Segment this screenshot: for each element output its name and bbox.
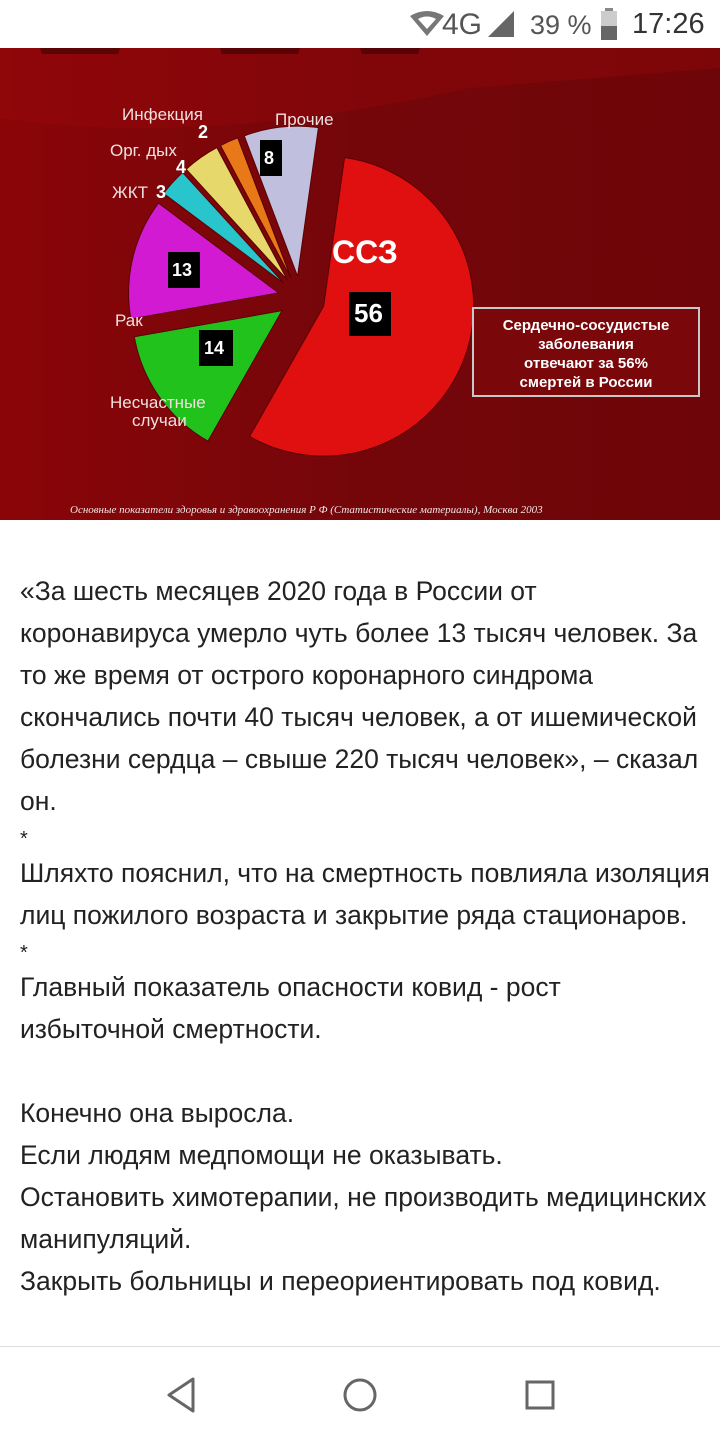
network-type: 4G	[442, 8, 483, 41]
article-paragraph: Остановить химотерапии, не производить медицинских манипуляций.	[20, 1182, 707, 1254]
back-triangle-icon[interactable]	[159, 1373, 203, 1417]
value-cvd: 56	[354, 298, 383, 328]
battery-percent: 39 %	[530, 10, 592, 40]
label-resp-value: 4	[176, 157, 187, 177]
cell-signal-icon	[486, 10, 516, 38]
callout-line-3: отвечают за 56%	[524, 355, 648, 372]
value-accidents: 14	[204, 338, 225, 358]
label-cancer: Рак	[115, 311, 143, 330]
clock: 17:26	[632, 8, 705, 40]
separator-asterisk: *	[20, 828, 28, 850]
home-circle-icon[interactable]	[338, 1373, 382, 1417]
article-paragraph: Шляхто пояснил, что на смертность повлияла изоляция лиц пожилого возраста и закрытие ряда стационаров.	[20, 858, 710, 930]
article-body	[20, 570, 710, 1302]
navigation-bar	[0, 1346, 720, 1441]
article-paragraph: Конечно она выросла.	[20, 1098, 295, 1128]
value-cancer: 13	[172, 260, 193, 280]
label-accidents-2: случаи	[132, 411, 187, 430]
label-gi-value: 3	[156, 182, 167, 202]
source-caption: Основные показатели здоровья и здравоохранения Р Ф (Статистические материалы), Москва 2003	[70, 504, 543, 516]
label-infection-value: 2	[198, 122, 209, 142]
separator-asterisk: *	[20, 942, 28, 964]
label-accidents-1: Несчастные	[110, 393, 206, 412]
callout-line-4: смертей в России	[519, 374, 653, 391]
battery-icon	[600, 8, 618, 40]
wifi-signal-icon	[408, 10, 446, 38]
callout-line-1: Сердечно-сосудистые	[502, 317, 670, 334]
label-cvd: ССЗ	[332, 234, 398, 270]
chart-slide-image	[0, 48, 720, 520]
article-paragraph: Если людям медпомощи не оказывать.	[20, 1140, 503, 1170]
value-other: 8	[264, 148, 275, 168]
label-resp: Орг. дых	[110, 141, 177, 160]
callout-line-2: заболевания	[538, 336, 634, 353]
label-infection: Инфекция	[122, 105, 203, 124]
label-gi: ЖКТ	[112, 183, 148, 202]
article-paragraph: Закрыть больницы и переориентировать под ковид.	[20, 1266, 661, 1296]
article-paragraph: Главный показатель опасности ковид - рост избыточной смертности.	[20, 972, 561, 1044]
article-paragraph: «За шесть месяцев 2020 года в России от коронавируса умерло чуть более 13 тысяч человек. За то же время от острого коронарного синдрома скончались почти 40 тысяч человек, а от ишемической болезни сердца – свыше 220 тысяч человек», – сказал он.	[20, 576, 699, 816]
label-other: Прочие	[275, 110, 334, 129]
status-bar	[0, 0, 720, 48]
recents-square-icon[interactable]	[518, 1373, 562, 1417]
pie-chart	[0, 48, 720, 520]
blank-line	[20, 1050, 710, 1092]
